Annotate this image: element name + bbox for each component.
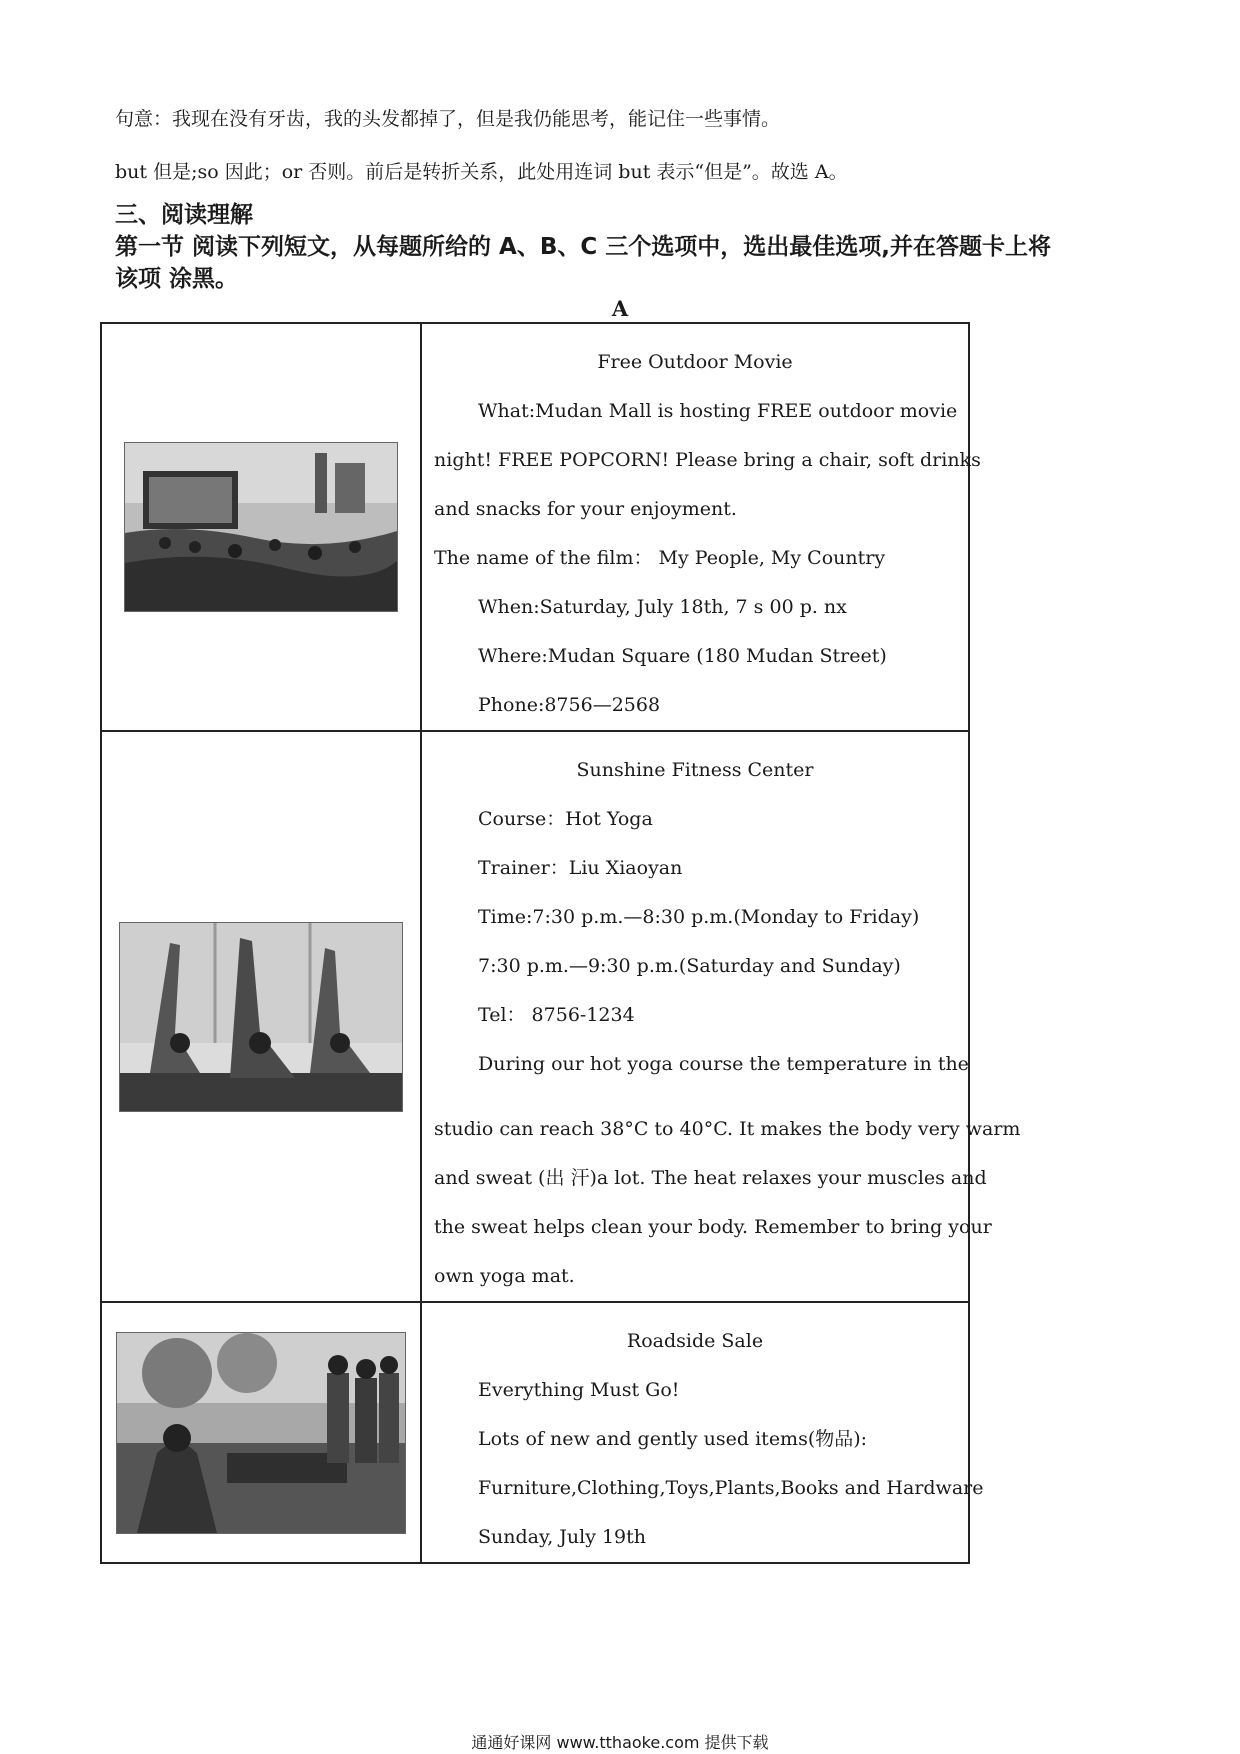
section-instruction-line-1: 第一节 阅读下列短文，从每题所给的 A、B、C 三个选项中，选出最佳选项,并在答题卡上将 xyxy=(115,234,1051,260)
ad-line: Tel： 8756-1234 xyxy=(478,1004,635,1026)
ad-title: Roadside Sale xyxy=(626,1330,764,1352)
ad-image-cell xyxy=(101,731,421,1302)
ad-line: night! FREE POPCORN! Please bring a chair, soft drinks xyxy=(434,449,981,471)
ad-line: During our hot yoga course the temperature in the xyxy=(478,1053,969,1075)
ads-table xyxy=(100,322,1021,1564)
roadside-sale-photo xyxy=(116,1332,406,1534)
ad-row-fitness xyxy=(101,731,969,1302)
explanation-line-2: but 但是;so 因此；or 否则。前后是转折关系，此处用连词 but 表示“但是”。故选 A。 xyxy=(115,161,848,183)
ad-line: Everything Must Go! xyxy=(478,1379,680,1401)
section-instruction-line-2: 该项 涂黑。 xyxy=(115,266,239,292)
ad-line: What:Mudan Mall is hosting FREE outdoor movie xyxy=(478,400,958,422)
ad-text-cell xyxy=(421,731,1021,1302)
outdoor-movie-photo xyxy=(124,442,398,612)
ad-line: own yoga mat. xyxy=(434,1265,575,1287)
yoga-class-photo xyxy=(119,922,403,1112)
ad-line: Course：Hot Yoga xyxy=(478,808,653,830)
ad-line: and snacks for your enjoyment. xyxy=(434,498,737,520)
ad-line: Lots of new and gently used items(物品): xyxy=(478,1428,868,1450)
ad-line: the sweat helps clean your body. Remember to bring your xyxy=(434,1216,992,1238)
page-footer: 通通好课网 www.tthaoke.com 提供下载 xyxy=(471,1733,769,1752)
ad-line: Sunday, July 19th xyxy=(478,1526,647,1548)
ad-line: Phone:8756—2568 xyxy=(478,694,661,716)
ad-row-movie xyxy=(101,323,969,731)
ad-line: 7:30 p.m.—9:30 p.m.(Saturday and Sunday) xyxy=(478,955,901,977)
ad-title: Sunshine Fitness Center xyxy=(576,759,814,781)
ad-line: Furniture,Clothing,Toys,Plants,Books and Hardware xyxy=(478,1477,984,1499)
ad-image-cell xyxy=(101,1302,421,1563)
ad-text-cell xyxy=(421,1302,984,1563)
ad-title: Free Outdoor Movie xyxy=(597,351,793,373)
ad-line: Time:7:30 p.m.—8:30 p.m.(Monday to Friday) xyxy=(478,906,920,928)
ad-line: The name of the film： My People, My Country xyxy=(434,547,886,569)
passage-letter: A xyxy=(611,296,629,321)
explanation-line-1: 句意：我现在没有牙齿，我的头发都掉了，但是我仍能思考，能记住一些事情。 xyxy=(115,108,781,130)
ad-line: and sweat (出 汗)a lot. The heat relaxes your muscles and xyxy=(434,1167,987,1189)
ad-line: When:Saturday, July 18th, 7 s 00 p. nx xyxy=(478,596,847,618)
ad-line: Where:Mudan Square (180 Mudan Street) xyxy=(478,645,887,667)
ad-line: Trainer：Liu Xiaoyan xyxy=(478,857,683,879)
ad-image-cell xyxy=(101,323,421,731)
section-title: 三、阅读理解 xyxy=(115,202,253,228)
ad-line: studio can reach 38°C to 40°C. It makes the body very warm xyxy=(434,1118,1021,1140)
ad-text-cell xyxy=(421,323,981,731)
ad-row-sale xyxy=(101,1302,969,1563)
